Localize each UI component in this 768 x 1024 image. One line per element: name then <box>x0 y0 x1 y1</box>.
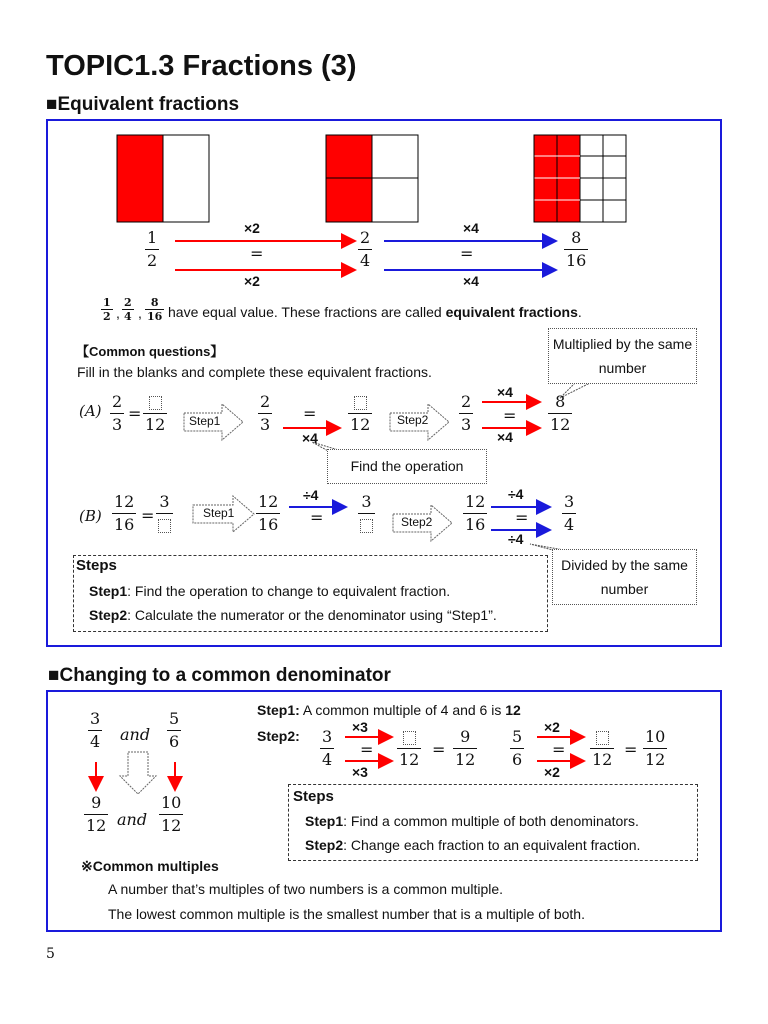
s2-calc1-mid: 12 <box>397 729 421 768</box>
b-s2-equals: = <box>515 508 529 527</box>
b-op-div4: ÷4 <box>303 487 319 503</box>
op-times-2-top: ×2 <box>244 220 260 236</box>
half-diagram <box>117 135 209 222</box>
small-fraction-b: 2 4 <box>124 296 132 323</box>
fraction-eight-sixteenths: 8 16 <box>566 228 587 270</box>
s2-op-x2-top: ×2 <box>544 719 560 735</box>
s2-and-1: and <box>120 725 151 744</box>
steps2-line2: Step2: Change each fraction to an equivalent fraction. <box>305 837 641 853</box>
callout-find-operation: Find the operation <box>327 449 487 484</box>
a-s2-equals: = <box>503 406 517 425</box>
a-s2-op-top: ×4 <box>497 384 513 400</box>
equivalent-statement: have equal value. These fractions are called equivalent fractions. <box>168 304 582 320</box>
callout-multiplied: Multiplied by the same number <box>548 328 697 384</box>
equals-1: = <box>250 244 264 263</box>
b-s1-equals: = <box>310 508 324 527</box>
steps2-line1: Step1: Find a common multiple of both denominators. <box>305 813 639 829</box>
b-s2-op-bottom: ÷4 <box>508 531 524 547</box>
equals-2: = <box>460 244 474 263</box>
a-q-left: 2 3 <box>112 392 123 434</box>
steps1-line2: Step2: Calculate the numerator or the denominator using “Step1”. <box>89 607 497 623</box>
a-s1-right: 12 <box>348 394 372 433</box>
step2-arrow-a: Step2 <box>397 413 429 427</box>
s2-op-x3-bottom: ×3 <box>352 764 368 780</box>
op-times-4-bottom: ×4 <box>463 273 479 289</box>
small-fraction-c: 8 16 <box>147 296 163 323</box>
comma: , <box>116 305 120 321</box>
comma: , <box>138 305 142 321</box>
b-q-right: 3 <box>156 494 173 533</box>
b-s2-op-top: ÷4 <box>508 486 524 502</box>
steps1-line1: Step1: Find the operation to change to equivalent fraction. <box>89 583 451 599</box>
steps-title-1: Steps <box>76 557 117 574</box>
callout-divided: Divided by the same number <box>552 549 697 605</box>
s2-step1: Step1: A common multiple of 4 and 6 is 12 <box>257 702 521 718</box>
s2-calc2-right: 10 12 <box>645 727 666 769</box>
instruction-text: Fill in the blanks and complete these equivalent fractions. <box>77 364 432 380</box>
label-a: (A) <box>79 402 102 420</box>
op-times-2-bottom: ×2 <box>244 273 260 289</box>
steps-title-2: Steps <box>293 788 334 805</box>
s2-op-x3-top: ×3 <box>352 719 368 735</box>
page-number: 5 <box>46 946 55 962</box>
a-answer: 8 12 <box>550 392 571 434</box>
s2-step2-label: Step2: <box>257 728 300 744</box>
a-q-right: 12 <box>143 394 167 433</box>
fraction-two-fourths: 2 4 <box>360 228 371 270</box>
label-b: (B) <box>79 507 102 525</box>
s2-and-2: and <box>117 810 148 829</box>
a-equals: = <box>128 404 142 423</box>
s2-r1: 9 12 <box>86 793 107 835</box>
s2-f1: 3 4 <box>90 709 101 751</box>
common-questions-label: 【Common questions】 <box>76 344 224 359</box>
a-s1-left: 2 3 <box>260 392 271 434</box>
op-times-4-top: ×4 <box>463 220 479 236</box>
small-fraction-a: 1 2 <box>103 296 111 323</box>
sixteenths-diagram <box>534 135 626 222</box>
step1-arrow-a: Step1 <box>189 414 221 428</box>
s2-calc2-left: 5 6 <box>512 727 523 769</box>
section-heading-equivalent: ■Equivalent fractions <box>46 94 240 115</box>
s2-calc1-right: 9 12 <box>455 727 476 769</box>
b-s1-left: 12 16 <box>258 492 279 534</box>
b-q-left: 12 16 <box>114 492 135 534</box>
page-title: TOPIC1.3 Fractions (3) <box>46 50 357 82</box>
b-answer: 3 4 <box>564 492 575 534</box>
s2-calc2-mid: 12 <box>590 729 614 768</box>
s2-r2: 10 12 <box>161 793 182 835</box>
a-op-times4: ×4 <box>302 430 318 446</box>
b-s1-right: 3 <box>358 494 375 533</box>
s2-op-x2-bottom: ×2 <box>544 764 560 780</box>
a-s2-op-bottom: ×4 <box>497 429 513 445</box>
a-s1-equals: = <box>303 404 317 423</box>
b-equals: = <box>141 506 155 525</box>
step1-arrow-b: Step1 <box>203 506 235 520</box>
step2-arrow-b: Step2 <box>401 515 433 529</box>
s2-eq-1: = <box>360 740 374 759</box>
s2-f2: 5 6 <box>169 709 180 751</box>
quarters-diagram <box>326 135 418 222</box>
b-s2-left: 12 16 <box>465 492 486 534</box>
s2-calc1-left: 3 4 <box>322 727 333 769</box>
common-multiples-title: ※Common multiples <box>81 858 219 874</box>
fraction-one-half: 1 2 <box>147 228 158 270</box>
section-heading-common-denominator: ■Changing to a common denominator <box>48 665 391 686</box>
s2-eq-3: = <box>552 740 566 759</box>
s2-eq-4: = <box>624 740 638 759</box>
common-multiples-line1: A number that’s multiples of two numbers is a common multiple. <box>108 881 504 897</box>
a-s2-left: 2 3 <box>461 392 472 434</box>
s2-eq-2: = <box>432 740 446 759</box>
common-multiples-line2: The lowest common multiple is the smallest number that is a multiple of both. <box>108 906 585 922</box>
